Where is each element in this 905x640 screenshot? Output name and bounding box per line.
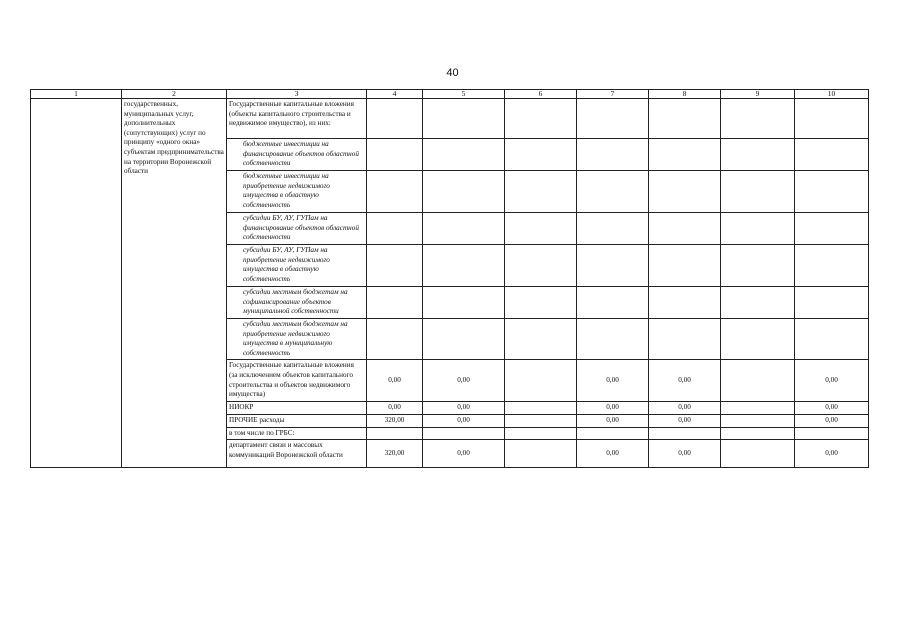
value-cell (577, 213, 649, 245)
page-number: 40 (446, 67, 459, 79)
value-cell: 0,00 (423, 360, 505, 402)
value-cell (649, 245, 721, 287)
value-cell (649, 213, 721, 245)
value-cell (795, 245, 869, 287)
value-cell (721, 99, 795, 139)
value-cell (505, 287, 577, 319)
value-cell (721, 213, 795, 245)
value-cell (423, 245, 505, 287)
value-cell: 320,00 (367, 440, 423, 468)
value-cell (423, 427, 505, 440)
value-cell (505, 319, 577, 360)
value-cell (721, 245, 795, 287)
budget-table (30, 89, 869, 468)
value-cell (505, 360, 577, 402)
value-cell: 0,00 (795, 440, 869, 468)
value-cell (795, 287, 869, 319)
row-label: субсидии БУ, АУ, ГУПам на приобретение недвижимого имущества в областную собственность (227, 245, 367, 287)
value-cell: 0,00 (577, 360, 649, 402)
value-cell (795, 213, 869, 245)
value-cell (505, 213, 577, 245)
value-cell (721, 171, 795, 213)
value-cell: 0,00 (649, 440, 721, 468)
value-cell (721, 360, 795, 402)
row-label: субсидии местным бюджетам на приобретение недвижимого имущества в муниципальную собственность (227, 319, 367, 360)
value-cell (577, 245, 649, 287)
value-cell (795, 319, 869, 360)
value-cell (577, 99, 649, 139)
value-cell (505, 427, 577, 440)
value-cell: 0,00 (577, 402, 649, 415)
value-cell: 0,00 (577, 440, 649, 468)
column-header: 10 (795, 90, 869, 99)
column-header-row (31, 90, 869, 99)
value-cell: 0,00 (649, 402, 721, 415)
value-cell (505, 414, 577, 427)
value-cell (649, 319, 721, 360)
column-header: 5 (423, 90, 505, 99)
value-cell: 0,00 (423, 414, 505, 427)
value-cell (505, 99, 577, 139)
value-cell (367, 171, 423, 213)
column-header: 3 (227, 90, 367, 99)
empty-cell (31, 99, 122, 468)
value-cell (367, 99, 423, 139)
value-cell (577, 287, 649, 319)
column-header: 1 (31, 90, 122, 99)
row-label: ПРОЧИЕ расходы (227, 414, 367, 427)
value-cell: 0,00 (577, 414, 649, 427)
value-cell (423, 287, 505, 319)
value-cell (367, 213, 423, 245)
value-cell (367, 139, 423, 171)
value-cell (367, 427, 423, 440)
value-cell (577, 171, 649, 213)
value-cell: 0,00 (795, 402, 869, 415)
value-cell (649, 427, 721, 440)
table-row (31, 99, 869, 139)
row-label: субсидии БУ, АУ, ГУПам на финансирование объектов областной собственности (227, 213, 367, 245)
value-cell: 0,00 (367, 402, 423, 415)
value-cell (423, 213, 505, 245)
value-cell (505, 171, 577, 213)
value-cell (577, 139, 649, 171)
value-cell (505, 402, 577, 415)
value-cell (721, 402, 795, 415)
column-header: 2 (122, 90, 227, 99)
value-cell (795, 171, 869, 213)
row-label: в том числе по ГРБС: (227, 427, 367, 440)
value-cell (721, 414, 795, 427)
value-cell: 0,00 (367, 360, 423, 402)
value-cell: 320,00 (367, 414, 423, 427)
value-cell (367, 319, 423, 360)
row-label: НИОКР (227, 402, 367, 415)
row-label: субсидии местным бюджетам на софинансирование объектов муниципальной собственности (227, 287, 367, 319)
value-cell (367, 245, 423, 287)
value-cell (795, 99, 869, 139)
value-cell (423, 139, 505, 171)
value-cell (721, 427, 795, 440)
value-cell (423, 319, 505, 360)
value-cell (649, 171, 721, 213)
program-name-cell: государственных, муниципальных услуг, дополнительных (сопутствующих) услуг по принципу «одного окна» субъектам предпринимательства на территории Воронежской области (122, 99, 227, 468)
value-cell (367, 287, 423, 319)
value-cell (577, 427, 649, 440)
row-label: бюджетные инвестиции на приобретение недвижимого имущества в областную собственность (227, 171, 367, 213)
value-cell (721, 139, 795, 171)
column-header: 8 (649, 90, 721, 99)
value-cell (423, 171, 505, 213)
column-header: 9 (721, 90, 795, 99)
value-cell: 0,00 (795, 360, 869, 402)
value-cell (505, 440, 577, 468)
value-cell: 0,00 (649, 360, 721, 402)
column-header: 4 (367, 90, 423, 99)
column-header: 7 (577, 90, 649, 99)
value-cell (795, 427, 869, 440)
value-cell (721, 287, 795, 319)
value-cell (505, 245, 577, 287)
row-label: Государственные капитальные вложения (за исключением объектов капитального строительства и объектов недвижимого имущества) (227, 360, 367, 402)
row-label: Государственные капитальные вложения (объекты капитального строительства и недвижимое имущество), из них: (227, 99, 367, 139)
column-header: 6 (505, 90, 577, 99)
value-cell (649, 139, 721, 171)
value-cell (721, 440, 795, 468)
value-cell: 0,00 (423, 402, 505, 415)
value-cell (721, 319, 795, 360)
row-label: департамент связи и массовых коммуникаций Воронежской области (227, 440, 367, 468)
value-cell (795, 139, 869, 171)
value-cell: 0,00 (423, 440, 505, 468)
value-cell (649, 99, 721, 139)
value-cell (505, 139, 577, 171)
value-cell (577, 319, 649, 360)
value-cell (423, 99, 505, 139)
value-cell (649, 287, 721, 319)
value-cell: 0,00 (795, 414, 869, 427)
value-cell: 0,00 (649, 414, 721, 427)
row-label: бюджетные инвестиции на финансирование объектов областной собственности (227, 139, 367, 171)
